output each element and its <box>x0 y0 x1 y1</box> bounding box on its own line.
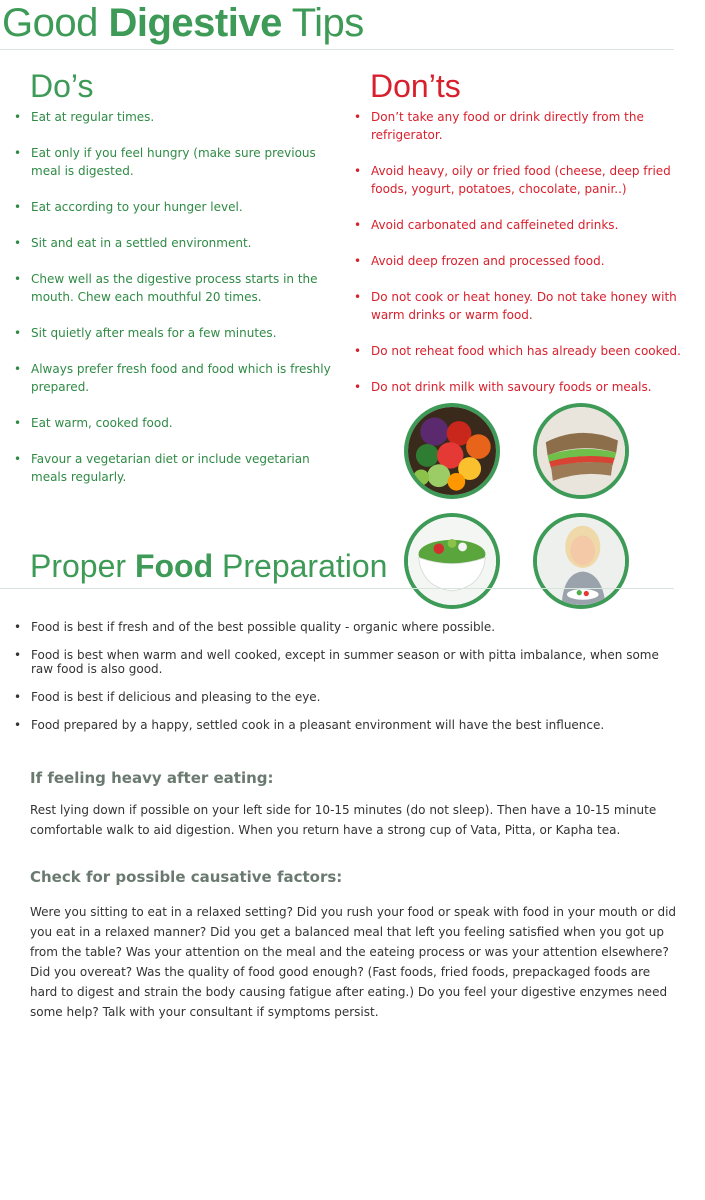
smiling-woman-photo-icon <box>533 513 629 609</box>
dos-item: • Eat at regular times. <box>14 108 336 126</box>
donts-item: • Don’t take any food or drink directly from the refrigerator. <box>354 108 684 144</box>
dos-item: • Eat warm, cooked food. <box>14 414 336 432</box>
salad-bowl-photo-icon <box>404 513 500 609</box>
preparation-divider <box>0 588 674 589</box>
donts-item: • Do not drink milk with savoury foods or meals. <box>354 378 684 396</box>
sandwich-photo-icon <box>533 403 629 499</box>
preparation-item: • Food prepared by a happy, settled cook in a pleasant environment will have the best influence. <box>14 718 684 732</box>
dos-item: • Eat only if you feel hungry (make sure previous meal is digested. <box>14 144 336 180</box>
dos-item: • Favour a vegetarian diet or include vegetarian meals regularly. <box>14 450 336 486</box>
donts-item: • Avoid carbonated and caffeineted drinks. <box>354 216 684 234</box>
preparation-list <box>14 620 684 746</box>
preparation-item: • Food is best when warm and well cooked, except in summer season or with pitta imbalance, when some raw food is also good. <box>14 648 684 676</box>
dos-item: • Sit quietly after meals for a few minutes. <box>14 324 336 342</box>
dos-list <box>14 108 336 504</box>
dos-item: • Eat according to your hunger level. <box>14 198 336 216</box>
donts-list <box>354 108 684 414</box>
preparation-item: • Food is best if fresh and of the best possible quality - organic where possible. <box>14 620 684 634</box>
dos-heading: Do’s <box>30 68 94 104</box>
heavy-heading: If feeling heavy after eating: <box>30 769 274 787</box>
vegetables-photo-icon <box>404 403 500 499</box>
title-divider <box>0 49 674 50</box>
page-title: Good Digestive Tips <box>2 1 364 45</box>
dos-item: • Always prefer fresh food and food which is freshly prepared. <box>14 360 336 396</box>
donts-heading: Don’ts <box>370 68 461 104</box>
donts-item: • Do not reheat food which has already been cooked. <box>354 342 684 360</box>
causative-paragraph: Were you sitting to eat in a relaxed setting? Did you rush your food or speak with food in your mouth or did you eat in a relaxed manner? Did you get a balanced meal that left you feeling satisfied when you got up from the table? Was your attention on the meal and the eateing process or was your attention elsewhere? Did you overeat? Was the quality of food good enough? (Fast foods, fried foods, prepackaged foods are hard to digest and strain the body causing fatigue after eating.) Do you feel your digestive enzymes need some help? Talk with your consultant if symptoms persist. <box>30 905 677 1019</box>
heavy-paragraph: Rest lying down if possible on your left side for 10-15 minutes (do not sleep). Then have a 10-15 minute comfortable walk to aid digestion. When you return have a strong cup of Vata, Pitta, or Kapha tea. <box>30 803 657 837</box>
preparation-item: • Food is best if delicious and pleasing to the eye. <box>14 690 684 704</box>
dos-item: • Sit and eat in a settled environment. <box>14 234 336 252</box>
causative-heading: Check for possible causative factors: <box>30 868 343 886</box>
donts-item: • Do not cook or heat honey. Do not take honey with warm drinks or warm food. <box>354 288 684 324</box>
preparation-heading: Proper Food Preparation <box>30 548 388 584</box>
donts-item: • Avoid heavy, oily or fried food (cheese, deep fried foods, yogurt, potatoes, chocolate, panir..) <box>354 162 684 198</box>
donts-item: • Avoid deep frozen and processed food. <box>354 252 684 270</box>
dos-item: • Chew well as the digestive process starts in the mouth. Chew each mouthful 20 times. <box>14 270 336 306</box>
